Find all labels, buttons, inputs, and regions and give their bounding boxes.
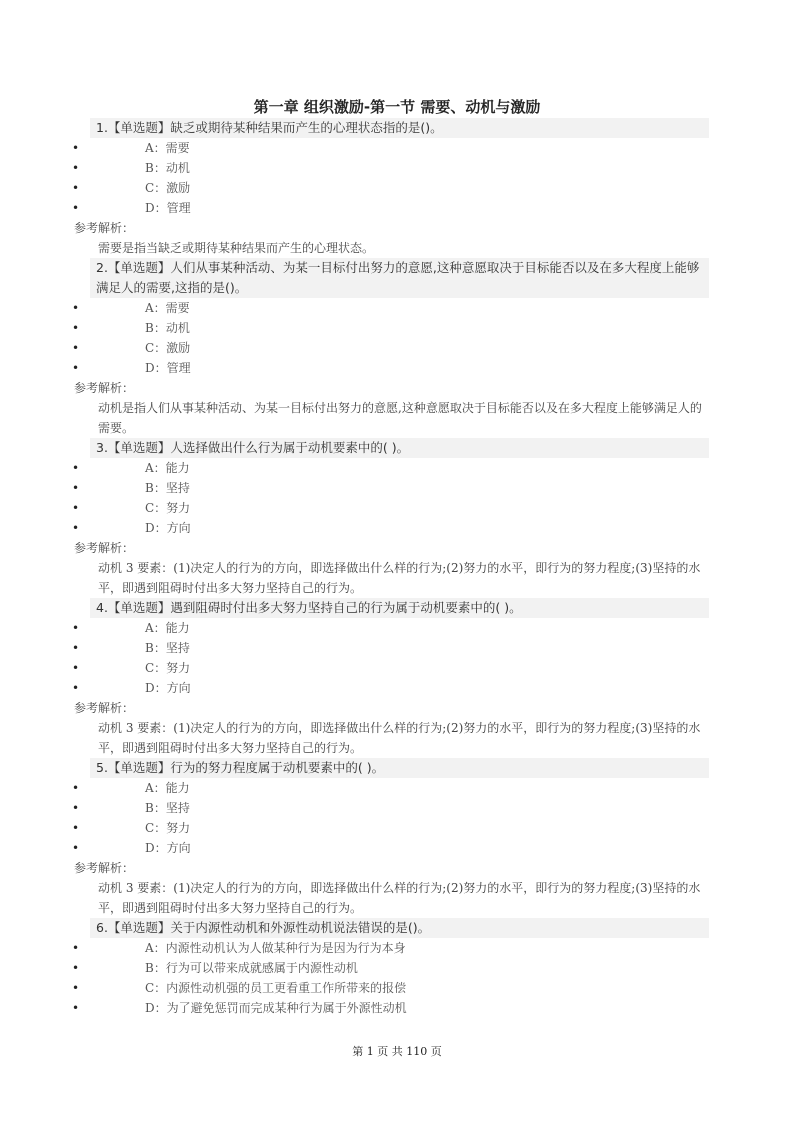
reference-label: 参考解析： (74, 541, 135, 555)
bullet-icon: • (72, 801, 80, 815)
bullet-icon: • (72, 941, 80, 955)
bullet-icon: • (72, 361, 80, 375)
bullet-icon: • (72, 301, 80, 315)
bullet-icon: • (72, 181, 80, 195)
question-stem: 1.【单选题】缺乏或期待某种结果而产生的心理状态指的是()。 (90, 118, 709, 138)
bullet-icon: • (72, 781, 80, 795)
reference-label: 参考解析： (74, 381, 135, 395)
bullet-icon: • (72, 461, 80, 475)
question-stem: 4.【单选题】遇到阻碍时付出多大努力坚持自己的行为属于动机要素中的( )。 (90, 598, 709, 618)
bullet-icon: • (72, 961, 80, 975)
analysis-text: 动机 3 要素：(1)决定人的行为的方向，即选择做出什么样的行为;(2)努力的水平，即行为的努力程度;(3)坚持的水平，即遇到阻碍时付出多大努力坚持自己的行为。 (98, 721, 701, 755)
question-stem: 5.【单选题】行为的努力程度属于动机要素中的( )。 (90, 758, 709, 778)
analysis-text: 需要是指当缺乏或期待某种结果而产生的心理状态。 (98, 241, 375, 255)
bullet-icon: • (72, 501, 80, 515)
bullet-icon: • (72, 981, 80, 995)
bullet-icon: • (72, 321, 80, 335)
question-stem: 6.【单选题】关于内源性动机和外源性动机说法错误的是()。 (90, 918, 709, 938)
bullet-icon: • (72, 641, 80, 655)
bullet-icon: • (72, 841, 80, 855)
reference-label: 参考解析： (74, 861, 135, 875)
analysis-text: 动机是指人们从事某种活动、为某一目标付出努力的意愿,这种意愿取决于目标能否以及在多大程度上能够满足人的需要。 (98, 401, 702, 435)
bullet-icon: • (72, 161, 80, 175)
bullet-icon: • (72, 141, 80, 155)
bullet-icon: • (72, 201, 80, 215)
question-stem: 2.【单选题】人们从事某种活动、为某一目标付出努力的意愿,这种意愿取决于目标能否以及在多大程度上能够满足人的需要,这指的是()。 (90, 258, 709, 298)
bullet-icon: • (72, 821, 80, 835)
page-footer: 第 1 页 共 110 页 (352, 1045, 442, 1058)
bullet-icon: • (72, 341, 80, 355)
bullet-icon: • (72, 1001, 80, 1015)
question-stem: 3.【单选题】人选择做出什么行为属于动机要素中的( )。 (90, 438, 709, 458)
bullet-icon: • (72, 681, 80, 695)
bullet-icon: • (72, 481, 80, 495)
analysis-text: 动机 3 要素：(1)决定人的行为的方向，即选择做出什么样的行为;(2)努力的水平，即行为的努力程度;(3)坚持的水平，即遇到阻碍时付出多大努力坚持自己的行为。 (98, 881, 701, 915)
reference-label: 参考解析： (74, 701, 135, 715)
bullet-icon: • (72, 521, 80, 535)
analysis-text: 动机 3 要素：(1)决定人的行为的方向，即选择做出什么样的行为;(2)努力的水平，即行为的努力程度;(3)坚持的水平，即遇到阻碍时付出多大努力坚持自己的行为。 (98, 561, 701, 595)
page-title: 第一章 组织激励-第一节 需要、动机与激励 (253, 98, 541, 116)
reference-label: 参考解析： (74, 221, 135, 235)
bullet-icon: • (72, 661, 80, 675)
bullet-icon: • (72, 621, 80, 635)
